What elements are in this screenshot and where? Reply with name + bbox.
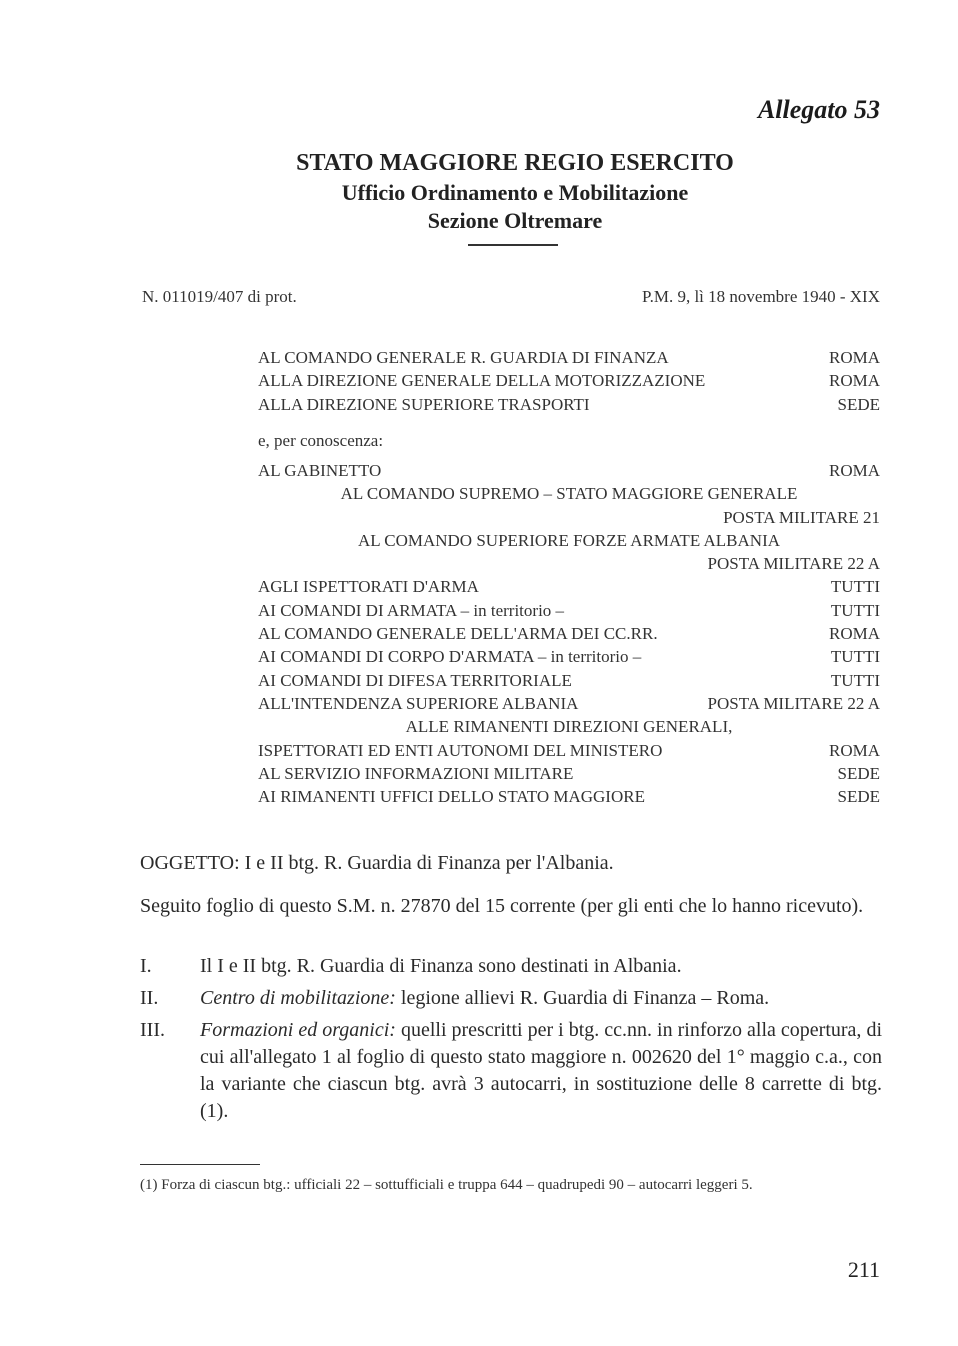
recipient-place: TUTTI <box>830 647 880 667</box>
recipient-name: AGLI ISPETTORATI D'ARMA <box>258 577 479 597</box>
item-body: legione allievi R. Guardia di Finanza – Roma. <box>400 987 770 1009</box>
recipient-place: TUTTI <box>830 600 880 620</box>
recipient-place: SEDE <box>837 787 880 807</box>
recipient-name: ALLA DIREZIONE GENERALE DELLA MOTORIZZAZIONE <box>258 371 706 391</box>
recipient-row <box>258 506 880 529</box>
recipient-name: AL GABINETTO <box>258 461 382 480</box>
recipient-name: AL SERVIZIO INFORMAZIONI MILITARE <box>258 763 574 783</box>
recipient-row <box>258 762 880 785</box>
recipient-row <box>258 575 880 598</box>
header-line-1: STATO MAGGIORE REGIO ESERCITO <box>296 150 734 176</box>
recipient-name: AI RIMANENTI UFFICI DELLO STATO MAGGIORE <box>258 787 645 807</box>
item-label: Formazioni ed organici: <box>200 1019 396 1041</box>
reference-paragraph: Seguito foglio di questo S.M. n. 27870 del 15 corrente (per gli enti che lo hanno ricevuto). <box>140 895 864 917</box>
item-number: I. <box>140 955 152 977</box>
recipient-place: ROMA <box>828 624 880 644</box>
recipient-place: ROMA <box>828 740 880 760</box>
recipient-row <box>258 669 880 692</box>
recipient-row <box>258 459 880 482</box>
annex-label: Allegato 53 <box>757 95 880 124</box>
recipient-row <box>258 369 880 392</box>
recipient-place: SEDE <box>837 394 880 414</box>
recipient-place: ROMA <box>828 371 880 391</box>
item-text <box>200 985 882 1012</box>
header-divider <box>468 244 558 246</box>
item-number: II. <box>140 987 159 1009</box>
recipient-place: TUTTI <box>830 577 880 597</box>
recipient-row <box>258 393 880 416</box>
recipient-name: ALLA DIREZIONE SUPERIORE TRASPORTI <box>258 394 590 414</box>
recipient-row <box>258 645 880 668</box>
protocol-number: N. 011019/407 di prot. <box>142 287 297 306</box>
recipient-row <box>258 715 880 738</box>
recipient-place: SEDE <box>837 763 880 783</box>
recipient-place: ROMA <box>828 348 880 367</box>
recipients-cc <box>258 459 880 808</box>
recipient-place: POSTA MILITARE 22 A <box>707 693 880 713</box>
item-number: III. <box>140 1019 165 1041</box>
recipient-row <box>258 739 880 762</box>
recipient-name: ALL'INTENDENZA SUPERIORE ALBANIA <box>258 693 579 713</box>
recipient-name: ALLE RIMANENTI DIREZIONI GENERALI, <box>405 717 733 737</box>
footnote-divider <box>140 1164 260 1165</box>
page-number: 211 <box>847 1257 880 1282</box>
header-line-2: Ufficio Ordinamento e Mobilitazione <box>341 180 689 205</box>
recipient-name: AL COMANDO SUPREMO – STATO MAGGIORE GENERALE <box>340 484 798 504</box>
recipient-row <box>258 529 880 552</box>
item-body: Il I e II btg. R. Guardia di Finanza sono destinati in Albania. <box>200 955 682 977</box>
per-conoscenza-label: e, per conoscenza: <box>258 431 384 450</box>
item-text <box>200 953 882 980</box>
subject-line: OGGETTO: I e II btg. R. Guardia di Finanza per l'Albania. <box>140 852 614 874</box>
recipient-row <box>258 482 880 505</box>
recipient-place: POSTA MILITARE 22 A <box>707 554 880 574</box>
recipient-name: AI COMANDI DI DIFESA TERRITORIALE <box>258 670 572 690</box>
item-text <box>200 1017 882 1125</box>
recipient-place: TUTTI <box>830 670 880 690</box>
footnote: (1) Forza di ciascun btg.: ufficiali 22 – sottufficiali e truppa 644 – quadrupedi 90 – autocarri leggeri 5. <box>140 1177 753 1193</box>
recipient-name: AL COMANDO GENERALE R. GUARDIA DI FINANZA <box>258 348 669 367</box>
recipient-row <box>258 346 880 369</box>
recipient-row <box>258 692 880 715</box>
recipient-name: AL COMANDO GENERALE DELL'ARMA DEI CC.RR. <box>258 624 658 644</box>
document-date: P.M. 9, lì 18 novembre 1940 - XIX <box>642 287 880 306</box>
recipient-name: AI COMANDI DI CORPO D'ARMATA – in territorio – <box>258 647 642 667</box>
recipient-row <box>258 552 880 575</box>
recipients-main <box>258 346 880 416</box>
item-body: quelli prescritti per i btg. cc.nn. in rinforzo alla copertura, di cui all'allegato 1 al foglio di questo stato maggiore n. 002620 del 1° maggio c.a., con la variante che ciascun btg. avrà 3 autocarri, in sostituzione delle 8 carrette di btg. (1). <box>200 1019 882 1122</box>
recipient-name: AI COMANDI DI ARMATA – in territorio – <box>258 600 565 620</box>
header-line-3: Sezione Oltremare <box>427 208 603 233</box>
recipient-row <box>258 785 880 808</box>
recipient-place: ROMA <box>828 461 880 480</box>
recipient-row <box>258 622 880 645</box>
recipient-name: AL COMANDO SUPERIORE FORZE ARMATE ALBANIA <box>357 530 781 550</box>
recipient-name: ISPETTORATI ED ENTI AUTONOMI DEL MINISTERO <box>258 740 663 760</box>
recipient-row <box>258 599 880 622</box>
recipient-place: POSTA MILITARE 21 <box>723 507 880 527</box>
item-label: Centro di mobilitazione: <box>200 987 396 1009</box>
